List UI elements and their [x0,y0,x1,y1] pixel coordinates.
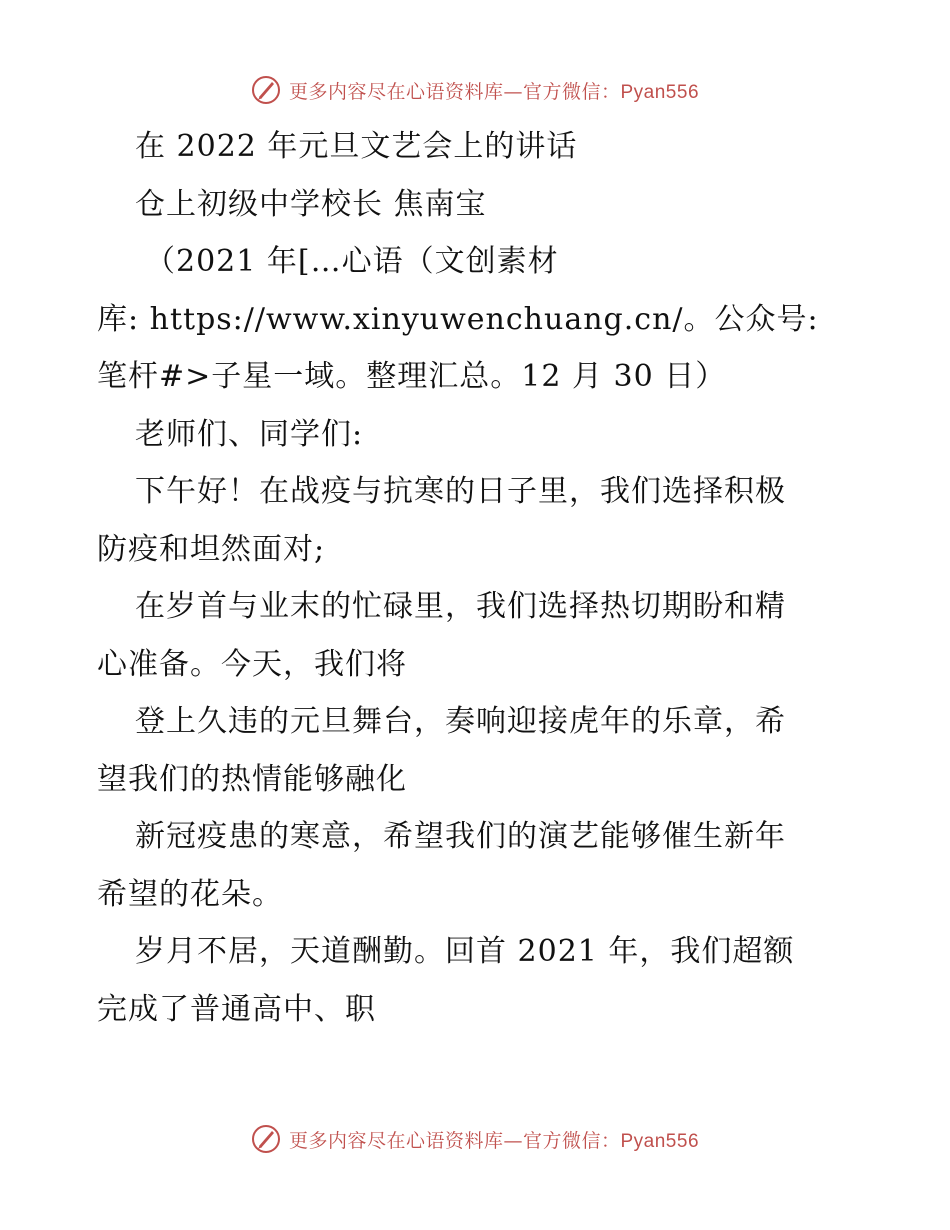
document-author: 仓上初级中学校长 焦南宝 [135,186,487,222]
paragraph-line: 笔杆#>子星一域。整理汇总。12 月 30 日） [97,359,727,394]
banner-group [251,1124,699,1154]
footer-banner [0,1117,950,1161]
banner-site-text: 更多内容尽在心语资料库—官方微信： [288,80,621,103]
paragraph-line: 新冠疫患的寒意，希望我们的演艺能够催生新年 [135,819,786,854]
banner-site-text: 更多内容尽在心语资料库—官方微信： [288,1129,621,1152]
paragraph-line: 岁月不居，天道酬勤。回首 2021 年，我们超额 [135,934,795,969]
salutation: 老师们、同学们: [135,416,364,452]
paragraph-line: （2021 年[…心语（文创素材 [145,244,559,279]
banner-wechat-id: Pyan556 [620,1130,700,1152]
document-body [97,118,857,1038]
paragraph-line: 库: https://www.xinyuwenchuang.cn/。公众号: [97,301,819,337]
paragraph-line: 心准备。今天，我们将 [97,646,407,682]
paragraph-line: 登上久违的元旦舞台，奏响迎接虎年的乐章，希 [135,704,786,739]
quill-pen-logo-icon [251,1124,281,1154]
banner-text [289,1126,699,1153]
paragraph-line: 下午好！在战疫与抗寒的日子里，我们选择积极 [135,474,786,509]
banner-group [251,75,699,105]
paragraph-line: 望我们的热情能够融化 [97,761,407,797]
paragraph-line: 完成了普通高中、职 [97,991,376,1027]
paragraph-line: 在岁首与业末的忙碌里，我们选择热切期盼和精 [135,589,786,624]
header-banner [0,68,950,112]
document-title: 在 2022 年元旦文艺会上的讲话 [135,129,578,164]
quill-pen-logo-icon [251,75,281,105]
banner-wechat-id: Pyan556 [620,81,700,103]
banner-text [289,77,699,104]
paragraph-line: 希望的花朵。 [97,876,283,912]
paragraph-line: 防疫和坦然面对; [97,531,326,567]
